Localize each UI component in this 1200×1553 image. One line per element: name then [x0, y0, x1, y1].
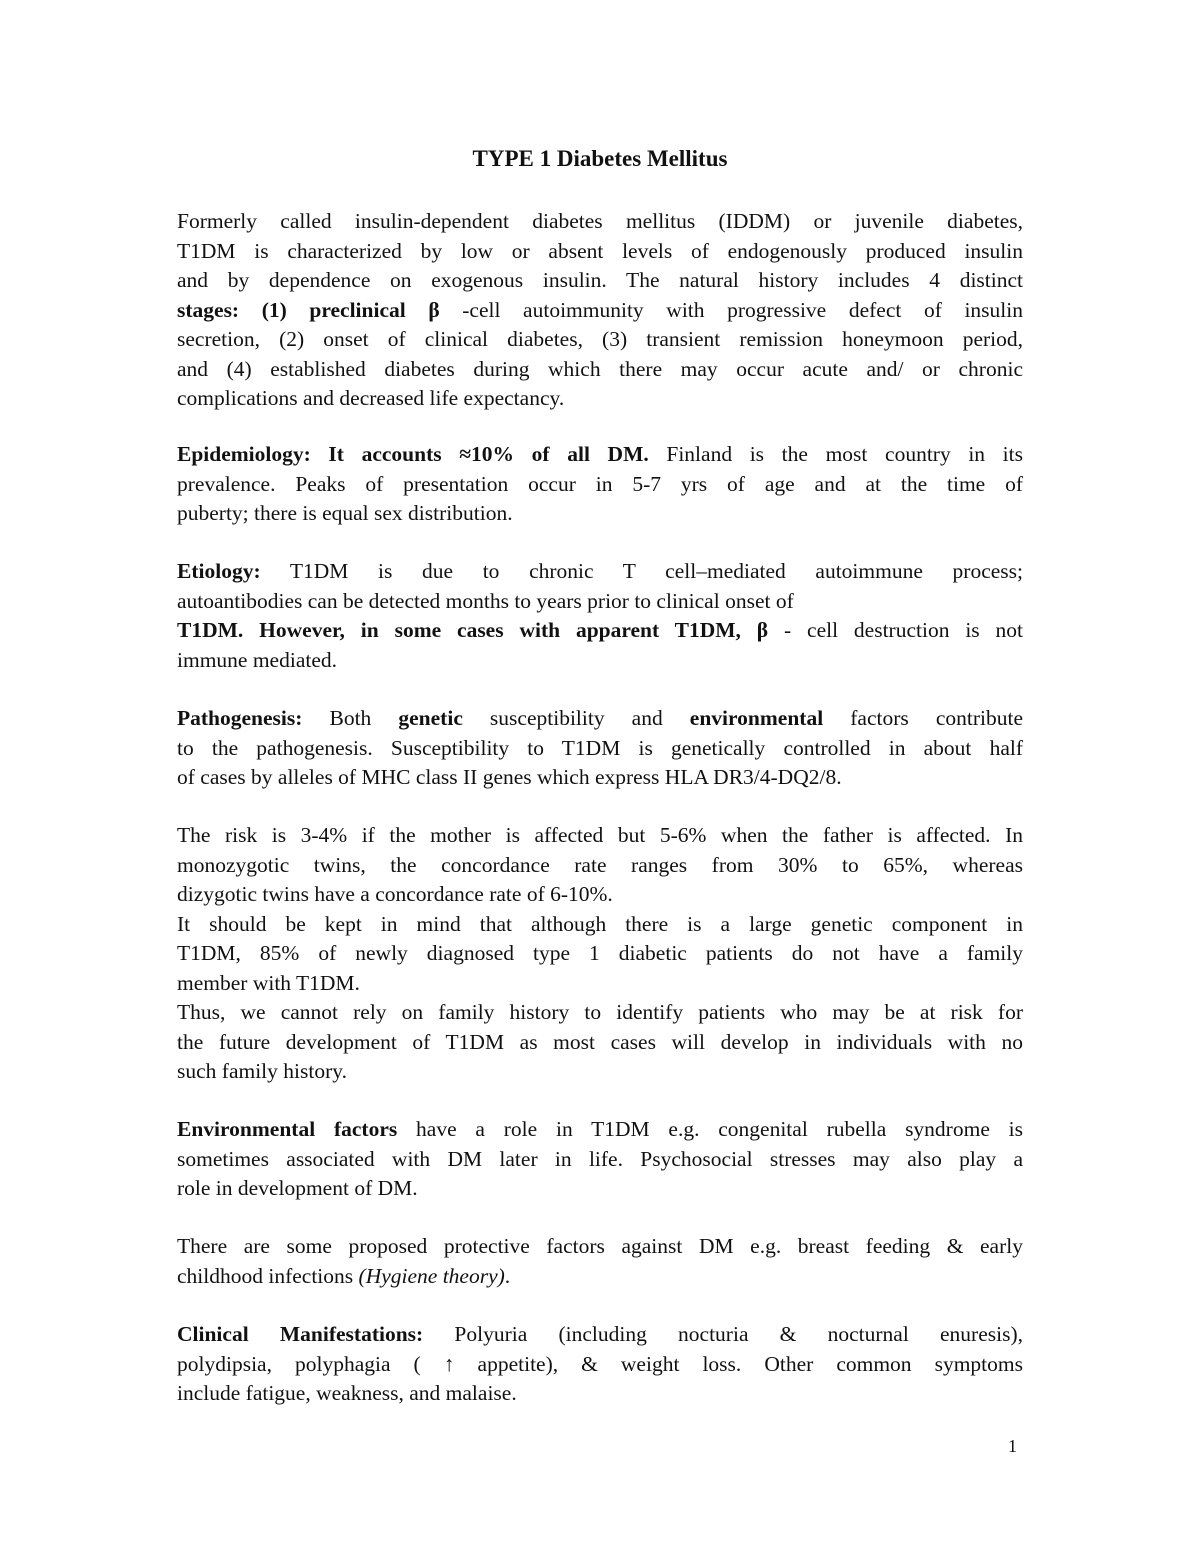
text-line: such family history.: [177, 1059, 347, 1083]
pathogenesis-paragraph: [177, 704, 1023, 793]
text-line: the future development of T1DM as most cases will develop in individuals with no: [177, 1029, 1023, 1054]
text-line: puberty; there is equal sex distribution.: [177, 501, 513, 525]
page-title: TYPE 1 Diabetes Mellitus: [472, 146, 728, 171]
text-run: T1DM is due to chronic T cell–mediated autoimmune process;: [260, 559, 1023, 583]
bold-text: It accounts ≈10% of all DM.: [310, 442, 649, 466]
clinical-paragraph: [177, 1320, 1023, 1409]
text-line: immune mediated.: [177, 647, 338, 672]
text-run: Both: [302, 706, 399, 730]
environmental-paragraph: [177, 1115, 1023, 1204]
bold-text: stages: (1) preclinical β: [177, 297, 440, 322]
intro-paragraph: [177, 207, 1023, 414]
text-line: There are some proposed protective factors against DM e.g. breast feeding & early: [177, 1234, 1023, 1258]
text-line: of cases by alleles of MHC class II genes which express HLA DR3/4-DQ2/8.: [177, 765, 842, 789]
section-heading: Environmental factors: [177, 1117, 398, 1141]
text-line: to the pathogenesis. Susceptibility to T1DM is genetically controlled in about half: [177, 735, 1023, 760]
text-run: susceptibility and: [462, 706, 690, 730]
italic-text: (Hygiene theory): [358, 1263, 505, 1288]
protective-paragraph: [177, 1232, 1023, 1291]
bold-text: T1DM. However, in some cases with apparent T1DM, β: [177, 618, 769, 642]
text-run: Finland is the most country in its: [648, 442, 1023, 466]
text-line: member with T1DM.: [177, 970, 360, 995]
bold-text: environmental: [689, 706, 824, 730]
risk-paragraph: [177, 821, 1023, 1087]
section-heading: Etiology:: [177, 559, 261, 583]
text-line: [177, 1320, 1023, 1350]
text-line: Formerly called insulin-dependent diabetes mellitus (IDDM) or juvenile diabetes,: [177, 209, 1023, 233]
text-line: T1DM, 85% of newly diagnosed type 1 diabetic patients do not have a family: [177, 941, 1023, 965]
text-line: dizygotic twins have a concordance rate of 6-10%.: [177, 882, 613, 906]
text-run: Polyuria (including nocturia & nocturnal enuresis),: [423, 1322, 1023, 1346]
text-line: It should be kept in mind that although there is a large genetic component in: [177, 911, 1023, 936]
text-line: polydipsia, polyphagia ( ↑ appetite), & weight loss. Other common symptoms: [177, 1351, 1023, 1376]
text-line: The risk is 3-4% if the mother is affected but 5-6% when the father is affected. In: [177, 823, 1023, 847]
text-line: complications and decreased life expectancy.: [177, 386, 565, 410]
section-heading: Pathogenesis:: [177, 706, 303, 730]
text-line: [177, 296, 1023, 326]
text-run: .: [504, 1263, 511, 1288]
text-line: secretion, (2) onset of clinical diabetes, (3) transient remission honeymoon period,: [177, 327, 1023, 351]
text-line: Thus, we cannot rely on family history to identify patients who may be at risk for: [177, 1000, 1023, 1024]
text-line: [177, 557, 1023, 587]
section-heading: Epidemiology:: [177, 442, 311, 466]
text-line: and (4) established diabetes during which there may occur acute and/ or chronic: [177, 356, 1023, 381]
epidemiology-paragraph: [177, 440, 1023, 529]
text-run: have a role in T1DM e.g. congenital rubella syndrome is: [397, 1117, 1023, 1141]
page-number: 1: [1008, 1436, 1017, 1456]
text-line: [177, 1262, 1023, 1292]
text-run: -cell autoimmunity with progressive defect of insulin: [439, 297, 1023, 322]
text-line: prevalence. Peaks of presentation occur in 5-7 yrs of age and at the time of: [177, 471, 1023, 496]
etiology-paragraph: [177, 557, 1023, 675]
text-line: T1DM is characterized by low or absent levels of endogenously produced insulin: [177, 238, 1023, 263]
text-line: include fatigue, weakness, and malaise.: [177, 1381, 517, 1405]
text-line: [177, 704, 1023, 734]
text-line: and by dependence on exogenous insulin. The natural history includes 4 distinct: [177, 268, 1023, 292]
bold-text: genetic: [398, 706, 463, 730]
text-line: [177, 440, 1023, 470]
text-line: autoantibodies can be detected months to years prior to clinical onset of: [177, 588, 794, 613]
text-line: role in development of DM.: [177, 1176, 418, 1200]
text-line: [177, 1115, 1023, 1145]
text-run: childhood infections: [177, 1263, 359, 1288]
text-line: sometimes associated with DM later in life. Psychosocial stresses may also play a: [177, 1146, 1023, 1171]
section-heading: Clinical Manifestations:: [177, 1322, 424, 1346]
text-line: monozygotic twins, the concordance rate ranges from 30% to 65%, whereas: [177, 852, 1023, 877]
text-line: [177, 616, 1023, 646]
text-run: factors contribute: [823, 706, 1023, 730]
text-run: - cell destruction is not: [768, 618, 1024, 642]
